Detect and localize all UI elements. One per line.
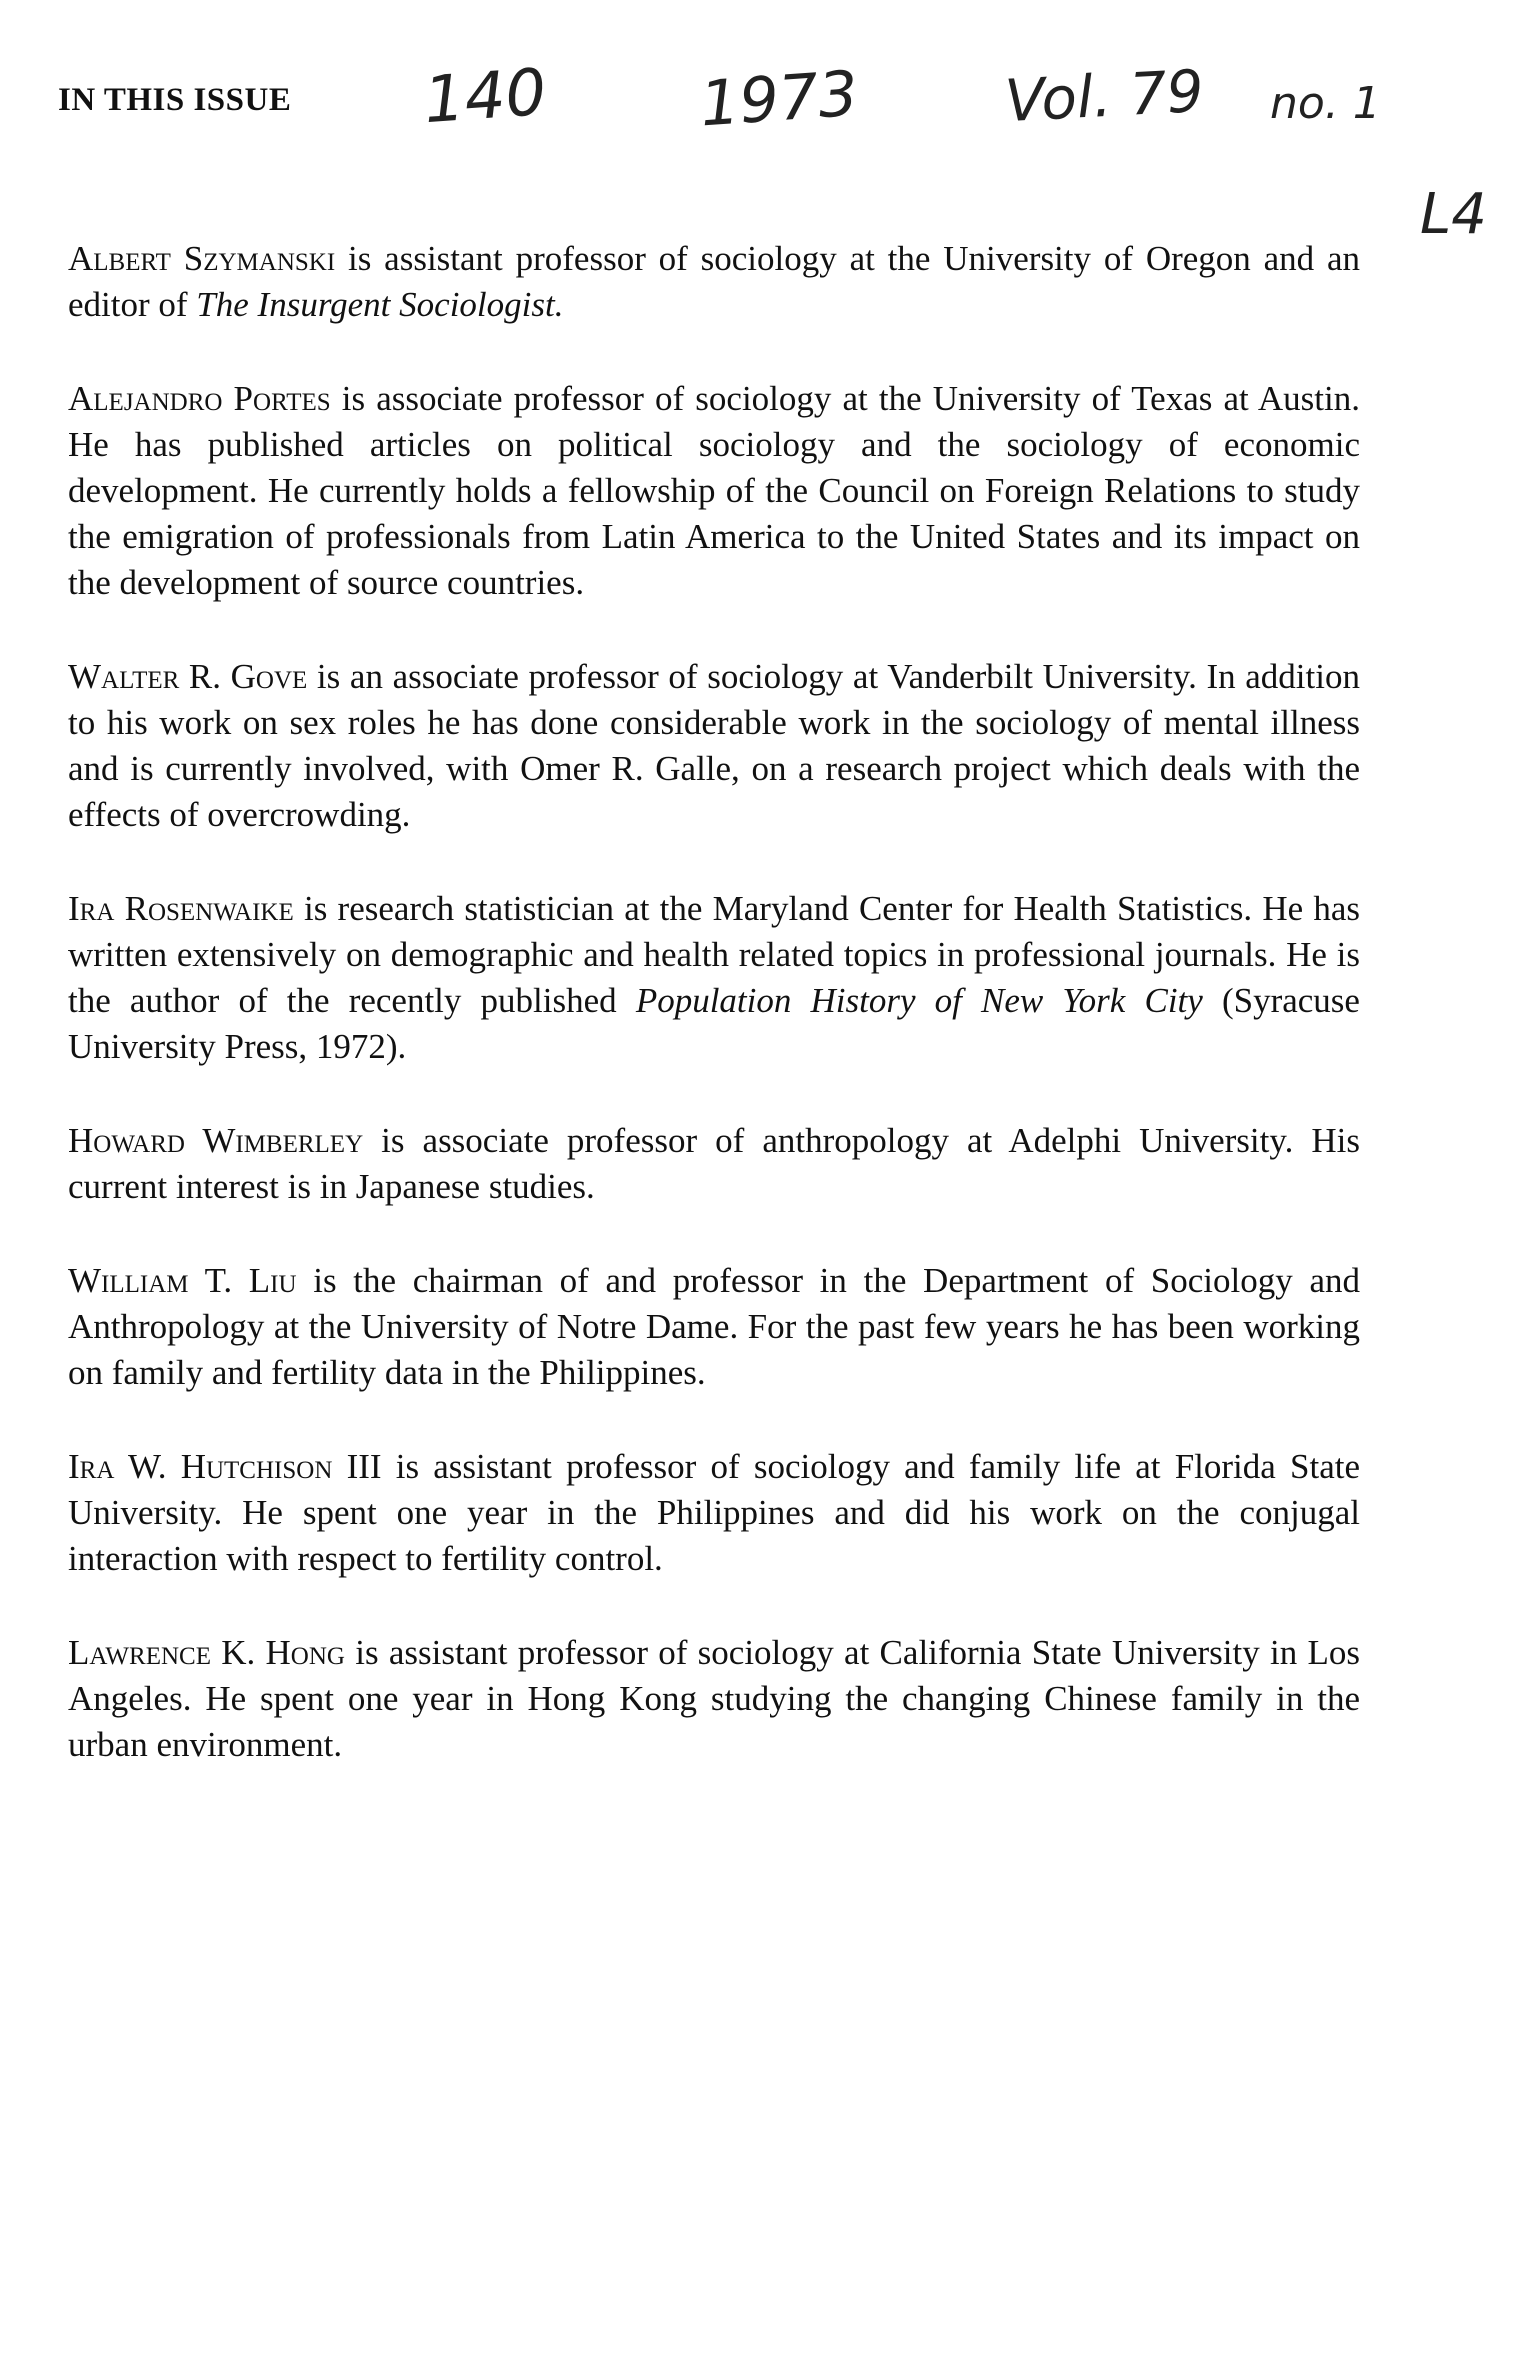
handwritten-note: L4 <box>1420 182 1487 247</box>
handwritten-note: 140 <box>421 55 549 139</box>
contributor-name: William T. Liu <box>68 1261 297 1300</box>
publication-title: The Insurgent Sociologist. <box>196 285 564 324</box>
section-heading: IN THIS ISSUE <box>58 82 292 118</box>
contributor-name: Lawrence K. Hong <box>68 1633 345 1672</box>
contributor-entry <box>68 376 1360 606</box>
contributor-entry <box>68 1630 1360 1768</box>
contributor-name: Alejandro Portes <box>68 379 331 418</box>
contributor-bio: is assistant professor of sociology and family life at Florida State University. He spent one year in the Philippines and did his work on the conjugal interaction with respect to fertility control. <box>68 1447 1360 1578</box>
contributor-bio-tail: (Syracuse University Press, 1972). <box>68 981 1360 1066</box>
contributor-name: Howard Wimberley <box>68 1121 364 1160</box>
contributor-bio: is the chairman of and professor in the Department of Sociology and Anthropology at the University of Notre Dame. For the past few years he has been working on family and fertility data in the Philippines. <box>68 1261 1360 1392</box>
contributor-entry <box>68 1118 1360 1210</box>
contributor-name: Ira W. Hutchison III <box>68 1447 382 1486</box>
contributor-bio: is research statistician at the Maryland Center for Health Statistics. He has written extensively on demographic and health related topics in professional journals. He is the author of the recently published <box>68 889 1361 1020</box>
handwritten-note: Vol. 79 <box>1003 56 1206 136</box>
contributor-list <box>68 236 1360 1816</box>
contributor-entry <box>68 654 1360 838</box>
contributor-name: Albert Szymanski <box>68 239 336 278</box>
contributor-bio: is associate professor of sociology at the University of Texas at Austin. He has published articles on political sociology and the sociology of economic development. He currently holds a fellowship of the Council on Foreign Relations to study the emigration of professionals from Latin America to the United States and its impact on the development of source countries. <box>68 379 1360 602</box>
contributor-entry <box>68 1444 1360 1582</box>
contributor-bio: is assistant professor of sociology at California State University in Los Angeles. He spent one year in Hong Kong studying the changing Chinese family in the urban environment. <box>68 1633 1360 1764</box>
contributor-entry <box>68 236 1360 328</box>
contributor-entry <box>68 1258 1360 1396</box>
contributor-name: Walter R. Gove <box>68 657 308 696</box>
contributor-entry <box>68 886 1360 1070</box>
handwritten-note: 1973 <box>697 56 861 141</box>
contributor-name: Ira Rosenwaike <box>68 889 294 928</box>
contributor-bio: is assistant professor of sociology at the University of Oregon and an editor of <box>68 239 1360 324</box>
contributor-bio: is an associate professor of sociology at Vanderbilt University. In addition to his work on sex roles he has done considerable work in the sociology of mental illness and is currently involved, with Omer R. Galle, on a research project which deals with the effects of overcrowding. <box>68 657 1360 834</box>
handwritten-note: no. 1 <box>1270 78 1381 129</box>
publication-title: Population History of New York City <box>635 981 1203 1020</box>
contributor-bio: is associate professor of anthropology at Adelphi University. His current interest is in Japanese studies. <box>68 1121 1360 1206</box>
